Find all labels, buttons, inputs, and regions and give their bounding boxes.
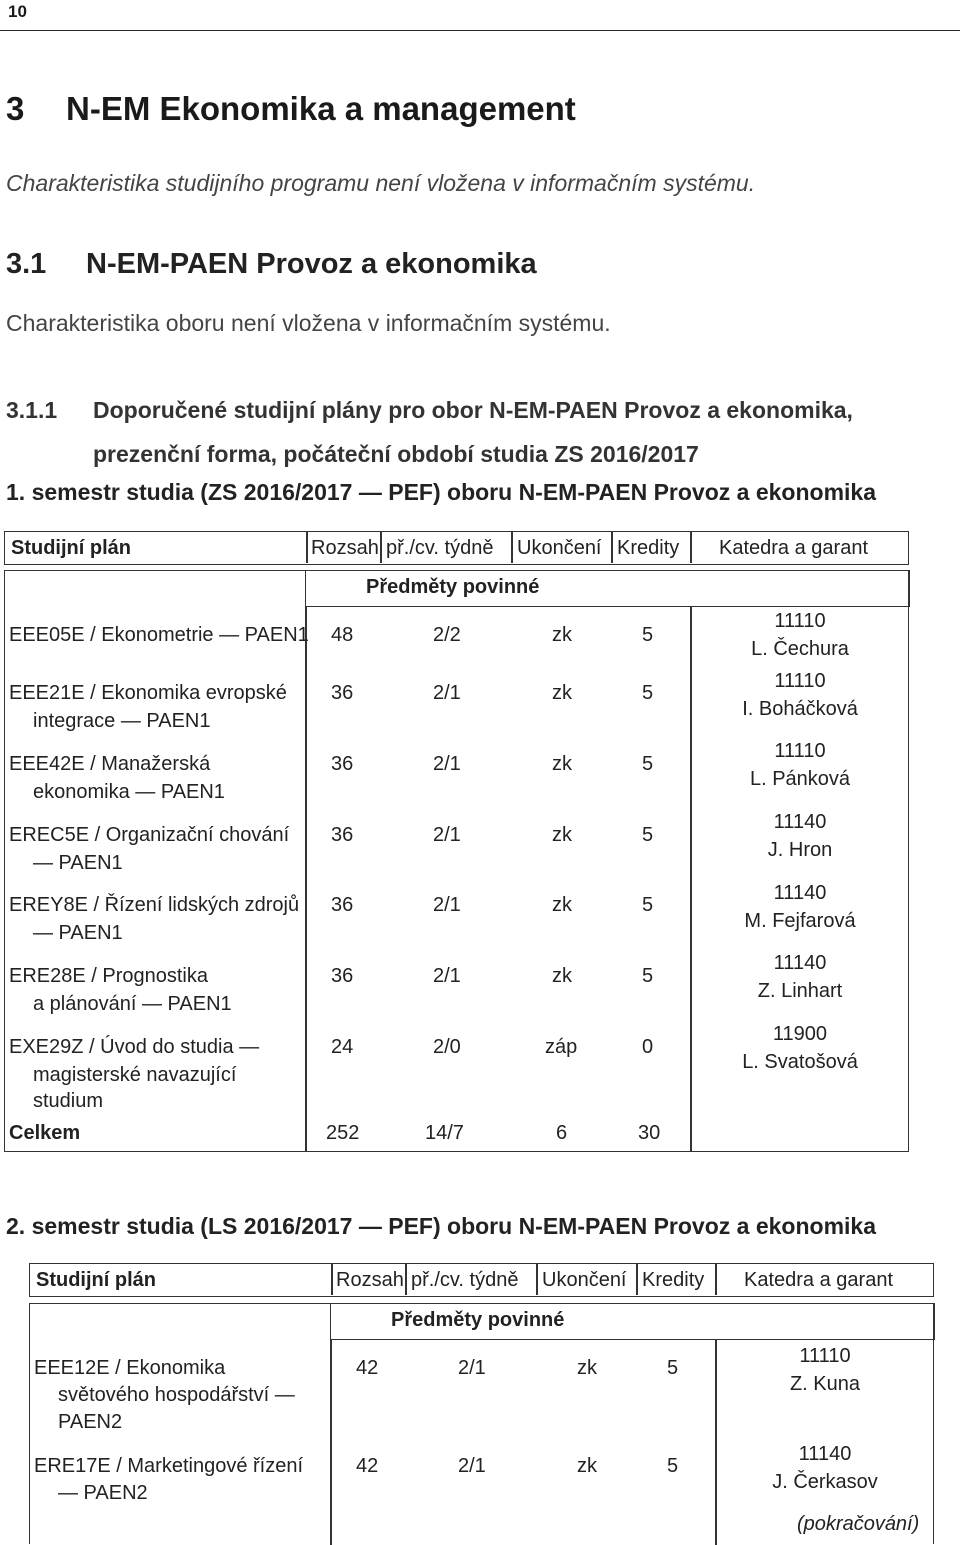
course-garant: Z. Linhart (757, 980, 843, 1002)
course-week: 2/1 (458, 1357, 486, 1379)
header-katedra: Katedra a garant (719, 537, 868, 559)
heading-1-text: N-EM Ekonomika a management (66, 90, 576, 127)
course-exam: zk (577, 1455, 597, 1477)
heading-1-number: 3 (6, 90, 25, 127)
header-rozsah: Rozsah (311, 537, 379, 559)
course-week: 2/1 (458, 1455, 486, 1477)
course-credits: 0 (642, 1036, 654, 1058)
course-garant: J. Čerkasov (772, 1471, 878, 1493)
course-name-cont: studium (33, 1090, 104, 1112)
heading-1 (6, 90, 576, 128)
header-ukonceni: Ukončení (542, 1269, 627, 1291)
page-number: 10 (8, 2, 27, 21)
course-name-cont: a plánování — PAEN1 (33, 993, 232, 1015)
heading-3-line1: Doporučené studijní plány pro obor N-EM-PAEN Provoz a ekonomika, (93, 397, 853, 423)
semester2-title: 2. semestr studia (LS 2016/2017 — PEF) oboru N-EM-PAEN Provoz a ekonomika (6, 1213, 876, 1239)
semester1-table (4, 570, 909, 1152)
course-dept: 11140 (773, 952, 827, 974)
field-note: Charakteristika oboru není vložena v informačním systému. (6, 310, 611, 336)
header-week: př./cv. týdně (411, 1269, 519, 1291)
header-kredity: Kredity (617, 537, 680, 559)
total-exam: 6 (556, 1122, 568, 1144)
course-exam: zk (552, 753, 572, 775)
course-week: 2/1 (433, 894, 461, 916)
total-credits: 30 (638, 1122, 661, 1144)
header-ukonceni: Ukončení (517, 537, 602, 559)
total-label: Celkem (9, 1122, 81, 1144)
header-week: př./cv. týdně (386, 537, 494, 559)
total-hours: 252 (326, 1122, 360, 1144)
course-hours: 36 (331, 965, 354, 987)
course-exam: zk (577, 1357, 597, 1379)
course-hours: 36 (331, 682, 354, 704)
course-credits: 5 (642, 824, 654, 846)
header-plan: Studijní plán (11, 537, 131, 559)
course-week: 2/0 (433, 1036, 461, 1058)
course-garant: L. Pánková (749, 768, 851, 790)
course-name: EEE21E / Ekonomika evropské (9, 682, 287, 704)
header-plan: Studijní plán (36, 1269, 156, 1291)
course-name-cont: — PAEN2 (58, 1482, 148, 1504)
course-week: 2/2 (433, 624, 461, 646)
heading-3 (6, 388, 853, 476)
course-week: 2/1 (433, 824, 461, 846)
course-name-cont: — PAEN1 (33, 922, 123, 944)
continued-note: (pokračování) (797, 1513, 920, 1535)
course-name-cont: — PAEN1 (33, 852, 123, 874)
course-week: 2/1 (433, 682, 461, 704)
semester1-title: 1. semestr studia (ZS 2016/2017 — PEF) oboru N-EM-PAEN Provoz a ekonomika (6, 479, 876, 505)
header-rule (0, 30, 960, 31)
course-credits: 5 (642, 753, 654, 775)
course-name: EEE42E / Manažerská (9, 753, 211, 775)
course-exam: zk (552, 682, 572, 704)
course-name: EEE12E / Ekonomika (34, 1357, 226, 1379)
course-dept: 11110 (774, 670, 826, 692)
course-hours: 42 (356, 1357, 379, 1379)
course-exam: zk (552, 824, 572, 846)
course-garant: L. Svatošová (742, 1051, 858, 1073)
course-name-cont: integrace — PAEN1 (33, 710, 211, 732)
heading-2-text: N-EM-PAEN Provoz a ekonomika (86, 248, 537, 280)
course-exam: záp (545, 1036, 578, 1058)
course-dept: 11110 (774, 740, 826, 762)
course-name: ERE17E / Marketingové řízení (34, 1455, 304, 1477)
course-name-cont: magisterské navazující (33, 1064, 237, 1086)
course-credits: 5 (642, 894, 654, 916)
course-hours: 36 (331, 753, 354, 775)
course-garant: J. Hron (767, 839, 833, 861)
semester1-table-header (4, 531, 909, 565)
compulsory-label: Předměty povinné (391, 1309, 565, 1331)
course-name-cont: ekonomika — PAEN1 (33, 781, 225, 803)
course-name-cont: světového hospodářství — (58, 1384, 295, 1406)
compulsory-header (330, 1303, 935, 1340)
course-name: EREY8E / Řízení lidských zdrojů (9, 894, 300, 916)
course-week: 2/1 (433, 965, 461, 987)
course-credits: 5 (642, 682, 654, 704)
header-rozsah: Rozsah (336, 1269, 404, 1291)
course-name: EREC5E / Organizační chování (9, 824, 290, 846)
header-katedra: Katedra a garant (744, 1269, 893, 1291)
heading-2-number: 3.1 (6, 248, 47, 280)
course-hours: 36 (331, 824, 354, 846)
course-credits: 5 (642, 624, 654, 646)
course-week: 2/1 (433, 753, 461, 775)
course-dept: 11140 (798, 1443, 852, 1465)
course-credits: 5 (642, 965, 654, 987)
course-dept: 11900 (772, 1023, 828, 1045)
semester2-table (29, 1303, 934, 1544)
semester2-table-header (29, 1263, 934, 1297)
course-exam: zk (552, 894, 572, 916)
course-exam: zk (552, 965, 572, 987)
course-name-cont: PAEN2 (58, 1411, 123, 1433)
heading-3-number: 3.1.1 (6, 397, 58, 423)
course-dept: 11110 (799, 1345, 851, 1367)
heading-3-line2: prezenční forma, počáteční období studia ZS 2016/2017 (93, 441, 699, 467)
course-name: EXE29Z / Úvod do studia — (9, 1036, 260, 1058)
course-garant: I. Boháčková (742, 698, 858, 720)
course-name: EEE05E / Ekonometrie — PAEN1 (9, 624, 309, 646)
course-dept: 11110 (774, 610, 826, 632)
course-hours: 48 (331, 624, 354, 646)
course-hours: 42 (356, 1455, 379, 1477)
course-dept: 11140 (773, 882, 827, 904)
compulsory-header (305, 570, 910, 607)
course-garant: Z. Kuna (789, 1373, 861, 1395)
course-garant: M. Fejfarová (744, 910, 856, 932)
course-hours: 24 (331, 1036, 354, 1058)
total-week: 14/7 (425, 1122, 464, 1144)
course-credits: 5 (667, 1357, 679, 1379)
programme-note: Charakteristika studijního programu není vložena v informačním systému. (6, 170, 756, 196)
course-name: ERE28E / Prognostika (9, 965, 208, 987)
course-credits: 5 (667, 1455, 679, 1477)
heading-2 (6, 248, 537, 281)
course-exam: zk (552, 624, 572, 646)
header-kredity: Kredity (642, 1269, 705, 1291)
compulsory-label: Předměty povinné (366, 576, 540, 598)
course-hours: 36 (331, 894, 354, 916)
course-garant: L. Čechura (751, 638, 849, 660)
course-dept: 11140 (773, 811, 827, 833)
